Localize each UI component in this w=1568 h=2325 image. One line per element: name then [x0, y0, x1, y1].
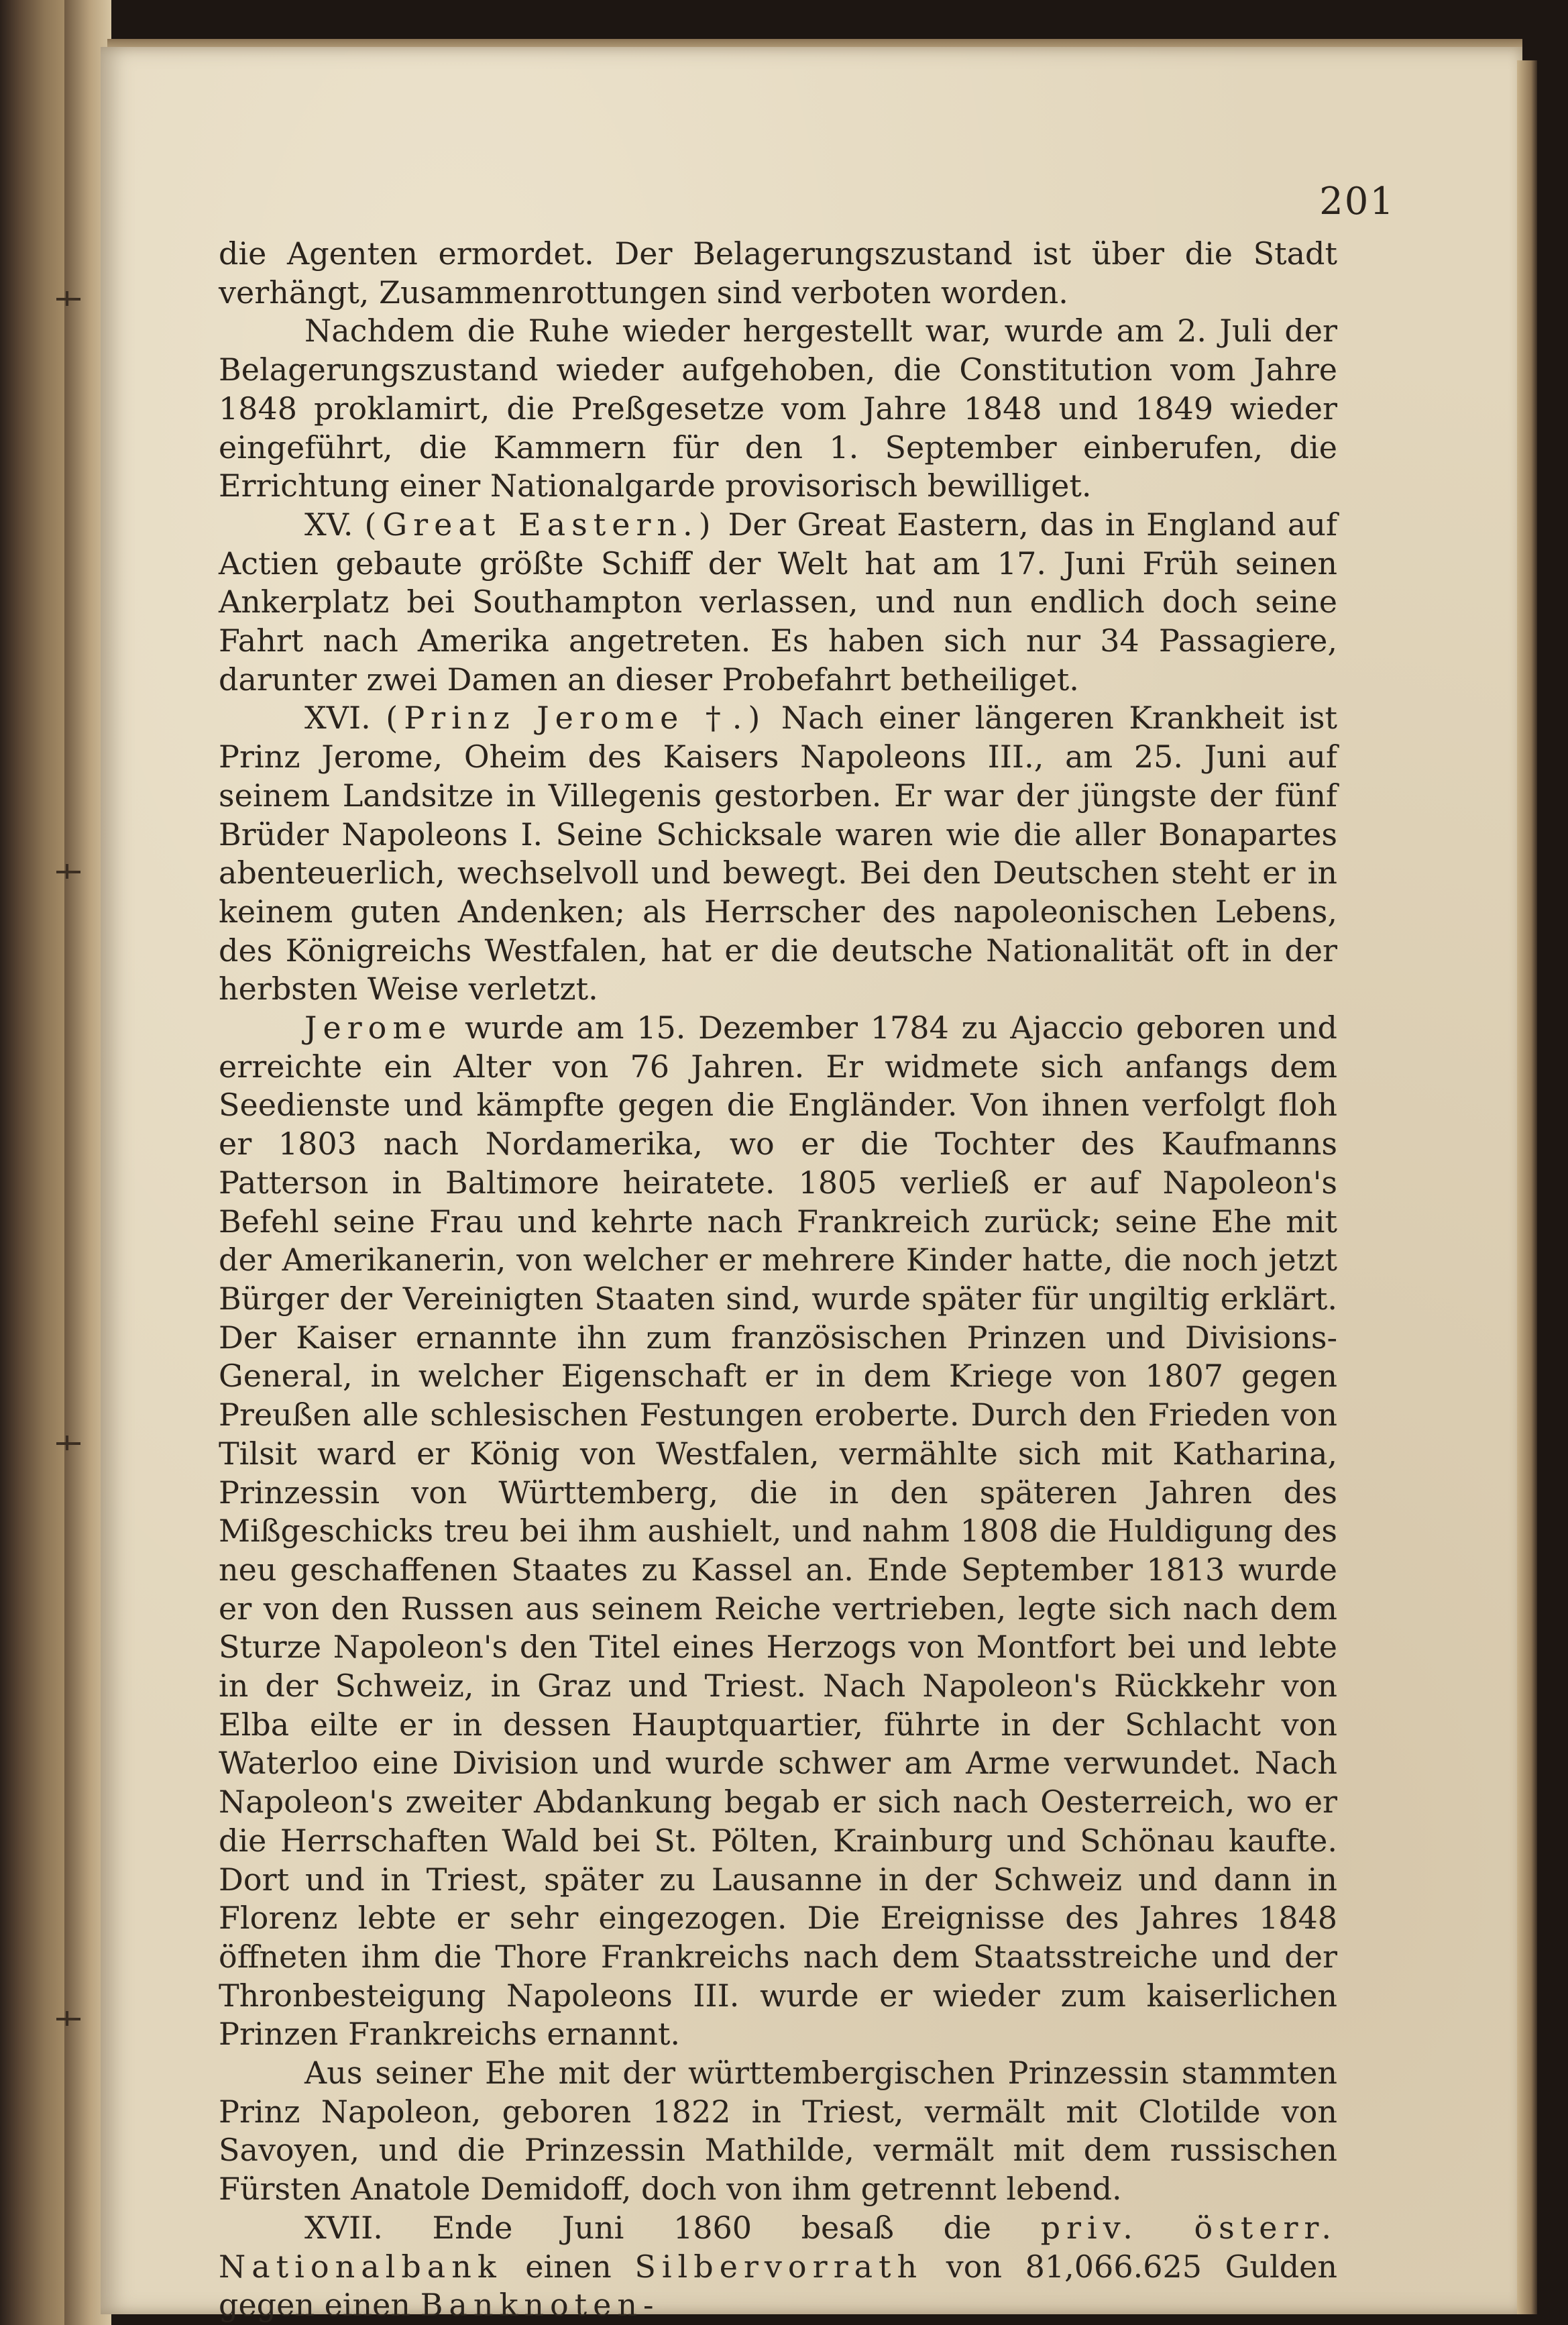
section-number: XVII.	[304, 2209, 383, 2246]
left-page-edge	[0, 0, 64, 2325]
margin-mark	[56, 871, 80, 873]
margin-mark	[56, 298, 80, 301]
emphasized-term: Silbervorrath	[634, 2248, 923, 2285]
page-body	[219, 235, 1337, 2325]
paragraph: Nachdem die Ruhe wieder hergestellt war, wurde am 2. Juli der Belagerungszustand wieder aufgehoben, die Constitution vom Jahre 1848 proklamirt, die Preßgesetze vom Jahre 1848 und 1849 wieder eingeführt, die Kammern für den 1. September einberufen, die Errichtung einer Nationalgarde provisorisch bewilliget.	[219, 313, 1337, 504]
paragraph-text: Der Great Eastern, das in England auf Actien gebaute größte Schiff der Welt hat am 17. Juni Früh seinen Ankerplatz bei Southampton verlassen, und nun endlich doch seine Fahrt nach Amerika angetreten. Es haben sich nur 34 Passagiere, darunter zwei Damen an dieser Probefahrt betheiliget.	[219, 506, 1337, 698]
paragraph-text: wurde am 15. Dezember 1784 zu Ajaccio geboren und erreichte ein Alter von 76 Jahren. Er widmete sich anfangs dem Seedienste und kämpfte gegen die Engländer. Von ihnen verfolgt floh er 1803 nach Nordamerika, wo er die Tochter des Kaufmanns Patterson in Baltimore heiratete. 1805 verließ er auf Napoleon's Befehl seine Frau und kehrte nach Frankreich zurück; seine Ehe mit der Amerikanerin, von welcher er mehrere Kinder hatte, die noch jetzt Bürger der Vereinigten Staaten sind, wurde später für ungiltig erklärt. Der Kaiser ernannte ihn zum französischen Prinzen und Divisions-General, in welcher Eigenschaft er in dem Kriege von 1807 gegen Preußen alle schlesischen Festungen eroberte. Durch den Frieden von Tilsit ward er König von Westfalen, vermählte sich mit Katharina, Prinzessin von Württemberg, die in den späteren Jahren des Mißgeschicks treu bei ihm aushielt, und nahm 1808 die Huldigung des neu geschaffenen Staates zu Kassel an. Ende September 1813 wurde er von den Russen aus seinem Reiche vertrieben, legte sich nach dem Sturze Napoleon's den Titel eines Herzogs von Montfort bei und lebte in der Schweiz, in Graz und Triest. Nach Napoleon's Rückkehr von Elba eilte er in dessen Hauptquartier, führte in der Schlacht von Waterloo eine Division und wurde schwer am Arme verwundet. Nach Napoleon's zweiter Abdankung begab er sich nach Oesterreich, wo er die Herrschaften Wald bei St. Pölten, Krainburg und Schönau kaufte. Dort und in Triest, später zu Lausanne in der Schweiz und dann in Florenz lebte er sehr eingezogen. Die Ereignisse des Jahres 1848 öffneten ihm die Thore Frankreichs nach dem Staatsstreiche und der Thronbesteigung Napoleons III. wurde er wieder zum kaiserlichen Prinzen Frankreichs ernannt.	[219, 1010, 1337, 2053]
margin-mark	[56, 2018, 80, 2020]
page-number: 201	[1319, 180, 1395, 223]
emphasized-term: Banknoten-	[420, 2287, 660, 2324]
paragraph	[219, 506, 1337, 700]
emphasized-term: priv. österr. Nationalbank	[219, 2209, 1337, 2285]
section-heading: (Prinz Jerome †.)	[386, 700, 767, 737]
section-heading: (Great Eastern.)	[364, 506, 717, 543]
section-number: XV.	[304, 506, 353, 543]
paragraph-text: von 81,066.625 Gulden gegen einen	[219, 2248, 1337, 2324]
section-number: XVI.	[304, 700, 371, 737]
paragraph-text: Ende Juni 1860 besaß die	[382, 2209, 1041, 2246]
paragraph-text: einen	[502, 2248, 635, 2285]
margin-mark	[56, 1442, 80, 1445]
emphasized-name: Jerome	[304, 1010, 453, 1046]
paragraph	[219, 1009, 1337, 2054]
paragraph-text: Nach einer längeren Krankheit ist Prinz Jerome, Oheim des Kaisers Napoleons III., am 25. Juni auf seinem Landsitze in Villegenis gestorben. Er war der jüngste der fünf Brüder Napoleons I. Seine Schicksale waren wie die aller Bonapartes abenteuerlich, wechselvoll und bewegt. Bei den Deutschen steht er in keinem guten Andenken; als Herrscher des napoleonischen Lebens, des Königreichs Westfalen, hat er die deutsche Nationalität oft in der herbsten Weise verletzt.	[219, 700, 1337, 1008]
paragraph: Aus seiner Ehe mit der württembergischen Prinzessin stammten Prinz Napoleon, geboren 1822 in Triest, vermält mit Clotilde von Savoyen, und die Prinzessin Mathilde, vermält mit dem russischen Fürsten Anatole Demidoff, doch von ihm getrennt lebend.	[219, 2055, 1337, 2208]
paragraph	[219, 2209, 1337, 2325]
page-right-edge	[1517, 60, 1537, 2314]
paragraph	[219, 699, 1337, 1009]
paragraph: die Agenten ermordet. Der Belagerungszustand ist über die Stadt verhängt, Zusammenrottungen sind verboten worden.	[219, 235, 1337, 311]
